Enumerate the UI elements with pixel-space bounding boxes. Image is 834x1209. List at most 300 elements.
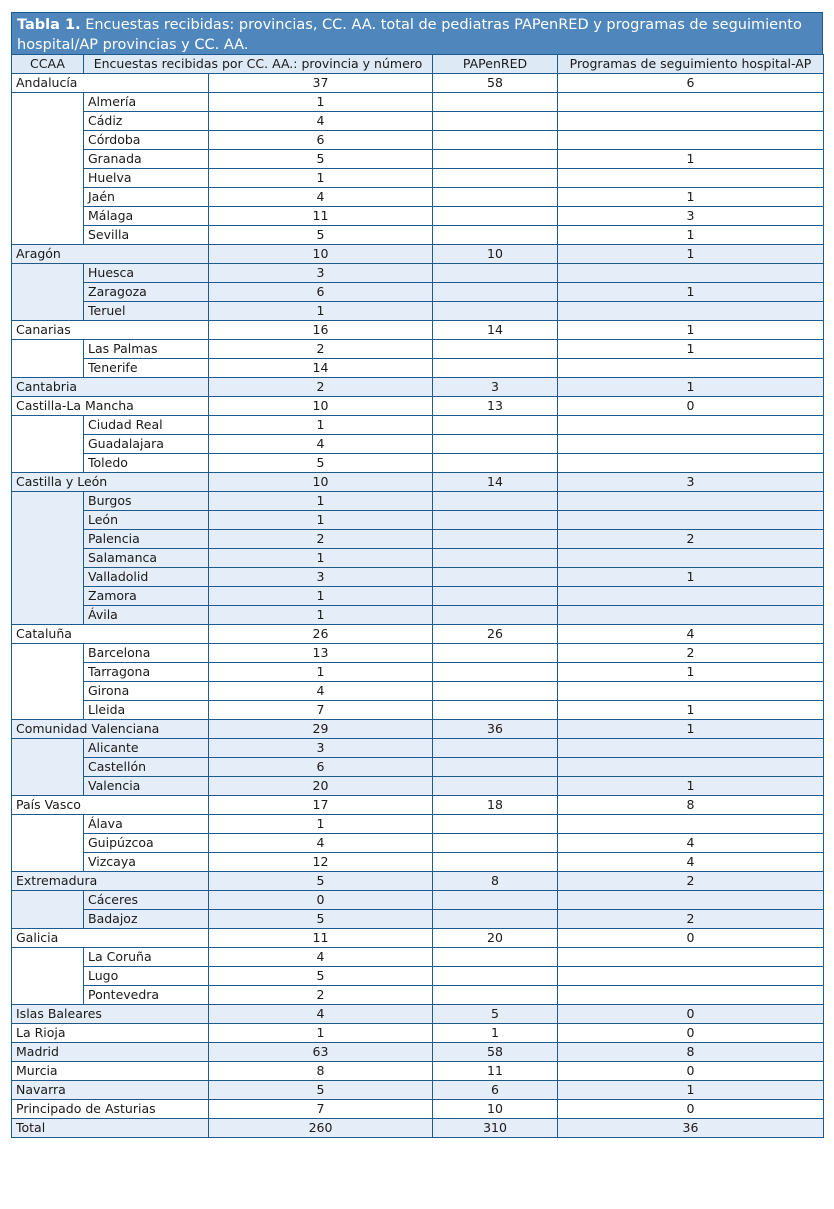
province-papenred [433, 739, 558, 758]
ccaa-programas: 1 [558, 378, 824, 397]
province-name: Cádiz [84, 112, 209, 131]
table-body [12, 74, 824, 1138]
province-papenred [433, 910, 558, 929]
province-programas [558, 302, 824, 321]
province-name: Castellón [84, 758, 209, 777]
province-programas: 1 [558, 568, 824, 587]
province-encuestas: 3 [209, 264, 433, 283]
province-programas [558, 587, 824, 606]
province-indent-spacer [12, 416, 84, 473]
ccaa-encuestas: 11 [209, 929, 433, 948]
province-name: La Coruña [84, 948, 209, 967]
ccaa-name: Extremadura [12, 872, 209, 891]
ccaa-papenred: 6 [433, 1081, 558, 1100]
province-programas: 2 [558, 530, 824, 549]
ccaa-name: Castilla y León [12, 473, 209, 492]
ccaa-programas: 0 [558, 1100, 824, 1119]
province-papenred [433, 530, 558, 549]
province-name: Granada [84, 150, 209, 169]
province-encuestas: 11 [209, 207, 433, 226]
province-encuestas: 1 [209, 492, 433, 511]
province-papenred [433, 93, 558, 112]
province-papenred [433, 967, 558, 986]
province-programas: 4 [558, 834, 824, 853]
province-encuestas: 1 [209, 93, 433, 112]
ccaa-row [12, 1081, 824, 1100]
ccaa-programas: 0 [558, 1005, 824, 1024]
province-programas: 1 [558, 663, 824, 682]
ccaa-programas: 1 [558, 1081, 824, 1100]
province-encuestas: 5 [209, 150, 433, 169]
province-programas: 1 [558, 777, 824, 796]
province-encuestas: 4 [209, 435, 433, 454]
province-row [12, 568, 824, 587]
province-name: Zamora [84, 587, 209, 606]
province-name: Lleida [84, 701, 209, 720]
province-papenred [433, 283, 558, 302]
province-encuestas: 5 [209, 967, 433, 986]
province-name: Valladolid [84, 568, 209, 587]
ccaa-encuestas: 10 [209, 397, 433, 416]
ccaa-row [12, 872, 824, 891]
province-name: Teruel [84, 302, 209, 321]
ccaa-name: Principado de Asturias [12, 1100, 209, 1119]
ccaa-encuestas: 8 [209, 1062, 433, 1081]
province-name: Salamanca [84, 549, 209, 568]
province-papenred [433, 568, 558, 587]
ccaa-papenred: 18 [433, 796, 558, 815]
province-name: Huesca [84, 264, 209, 283]
province-encuestas: 4 [209, 682, 433, 701]
ccaa-row [12, 378, 824, 397]
province-programas [558, 511, 824, 530]
province-row [12, 283, 824, 302]
province-papenred [433, 853, 558, 872]
ccaa-papenred: 20 [433, 929, 558, 948]
province-row [12, 644, 824, 663]
ccaa-programas: 8 [558, 796, 824, 815]
province-name: Huelva [84, 169, 209, 188]
province-name: Guipúzcoa [84, 834, 209, 853]
ccaa-papenred: 14 [433, 321, 558, 340]
ccaa-programas: 6 [558, 74, 824, 93]
province-row [12, 967, 824, 986]
province-papenred [433, 587, 558, 606]
province-indent-spacer [12, 644, 84, 720]
province-row [12, 169, 824, 188]
table-container [11, 12, 823, 1138]
ccaa-name: Madrid [12, 1043, 209, 1062]
province-programas [558, 967, 824, 986]
ccaa-programas: 1 [558, 720, 824, 739]
province-encuestas: 20 [209, 777, 433, 796]
ccaa-encuestas: 5 [209, 1081, 433, 1100]
province-row [12, 815, 824, 834]
province-encuestas: 1 [209, 302, 433, 321]
province-name: Vizcaya [84, 853, 209, 872]
ccaa-name: Islas Baleares [12, 1005, 209, 1024]
province-programas [558, 682, 824, 701]
province-papenred [433, 986, 558, 1005]
province-row [12, 606, 824, 625]
province-encuestas: 13 [209, 644, 433, 663]
ccaa-row [12, 397, 824, 416]
province-programas: 2 [558, 910, 824, 929]
province-indent-spacer [12, 340, 84, 378]
ccaa-programas: 0 [558, 1024, 824, 1043]
province-encuestas: 1 [209, 663, 433, 682]
province-name: Zaragoza [84, 283, 209, 302]
ccaa-papenred: 58 [433, 1043, 558, 1062]
province-papenred [433, 150, 558, 169]
province-row [12, 530, 824, 549]
ccaa-row [12, 321, 824, 340]
ccaa-programas: 0 [558, 929, 824, 948]
province-row [12, 188, 824, 207]
ccaa-programas: 1 [558, 245, 824, 264]
ccaa-programas: 4 [558, 625, 824, 644]
province-name: Barcelona [84, 644, 209, 663]
table-title [11, 12, 823, 54]
province-name: Guadalajara [84, 435, 209, 454]
province-programas [558, 435, 824, 454]
province-row [12, 492, 824, 511]
province-programas [558, 131, 824, 150]
ccaa-papenred: 13 [433, 397, 558, 416]
data-table [11, 54, 824, 1138]
province-row [12, 454, 824, 473]
province-row [12, 207, 824, 226]
province-row [12, 587, 824, 606]
province-name: Álava [84, 815, 209, 834]
ccaa-encuestas: 7 [209, 1100, 433, 1119]
ccaa-encuestas: 10 [209, 473, 433, 492]
province-encuestas: 14 [209, 359, 433, 378]
province-row [12, 112, 824, 131]
province-encuestas: 1 [209, 169, 433, 188]
ccaa-row [12, 473, 824, 492]
province-encuestas: 5 [209, 454, 433, 473]
province-encuestas: 4 [209, 834, 433, 853]
province-encuestas: 1 [209, 511, 433, 530]
province-programas [558, 891, 824, 910]
province-name: Ciudad Real [84, 416, 209, 435]
province-programas [558, 739, 824, 758]
province-encuestas: 1 [209, 416, 433, 435]
ccaa-row [12, 720, 824, 739]
header-row [12, 55, 824, 74]
ccaa-programas: 0 [558, 397, 824, 416]
ccaa-papenred: 8 [433, 872, 558, 891]
province-papenred [433, 834, 558, 853]
province-programas [558, 264, 824, 283]
ccaa-programas: 1 [558, 321, 824, 340]
ccaa-programas: 3 [558, 473, 824, 492]
province-papenred [433, 340, 558, 359]
province-row [12, 340, 824, 359]
ccaa-name: Cataluña [12, 625, 209, 644]
province-row [12, 701, 824, 720]
province-row [12, 302, 824, 321]
ccaa-name: Cantabria [12, 378, 209, 397]
province-encuestas: 1 [209, 606, 433, 625]
province-name: Cáceres [84, 891, 209, 910]
province-indent-spacer [12, 264, 84, 321]
province-name: Tenerife [84, 359, 209, 378]
province-name: Pontevedra [84, 986, 209, 1005]
province-row [12, 777, 824, 796]
province-encuestas: 6 [209, 283, 433, 302]
province-papenred [433, 207, 558, 226]
province-name: Badajoz [84, 910, 209, 929]
province-programas: 1 [558, 188, 824, 207]
province-papenred [433, 264, 558, 283]
province-programas [558, 606, 824, 625]
province-programas [558, 549, 824, 568]
ccaa-name: Andalucía [12, 74, 209, 93]
ccaa-encuestas: 16 [209, 321, 433, 340]
ccaa-row [12, 1024, 824, 1043]
ccaa-encuestas: 2 [209, 378, 433, 397]
province-indent-spacer [12, 891, 84, 929]
ccaa-programas: 36 [558, 1119, 824, 1138]
province-programas: 1 [558, 150, 824, 169]
ccaa-row [12, 1043, 824, 1062]
ccaa-papenred: 14 [433, 473, 558, 492]
ccaa-row [12, 1100, 824, 1119]
province-name: Tarragona [84, 663, 209, 682]
header-encuestas: Encuestas recibidas por CC. AA.: provincia y número [84, 55, 433, 74]
province-programas: 1 [558, 226, 824, 245]
province-name: Palencia [84, 530, 209, 549]
ccaa-papenred: 36 [433, 720, 558, 739]
province-programas: 2 [558, 644, 824, 663]
province-papenred [433, 188, 558, 207]
province-indent-spacer [12, 93, 84, 245]
province-row [12, 93, 824, 112]
province-name: Valencia [84, 777, 209, 796]
province-papenred [433, 682, 558, 701]
province-papenred [433, 416, 558, 435]
ccaa-name: País Vasco [12, 796, 209, 815]
province-encuestas: 6 [209, 131, 433, 150]
province-programas: 4 [558, 853, 824, 872]
province-papenred [433, 511, 558, 530]
province-programas [558, 359, 824, 378]
ccaa-encuestas: 10 [209, 245, 433, 264]
province-name: Girona [84, 682, 209, 701]
province-name: Jaén [84, 188, 209, 207]
province-name: Córdoba [84, 131, 209, 150]
province-row [12, 758, 824, 777]
province-indent-spacer [12, 948, 84, 1005]
ccaa-papenred: 3 [433, 378, 558, 397]
table-title-text: Encuestas recibidas: provincias, CC. AA. total de pediatras PAPenRED y programas de seguimiento hospital/AP provincias y CC. AA. [17, 17, 802, 53]
ccaa-row [12, 1062, 824, 1081]
province-encuestas: 5 [209, 226, 433, 245]
province-papenred [433, 701, 558, 720]
province-papenred [433, 606, 558, 625]
province-programas [558, 492, 824, 511]
province-row [12, 910, 824, 929]
province-encuestas: 1 [209, 815, 433, 834]
ccaa-programas: 0 [558, 1062, 824, 1081]
province-encuestas: 1 [209, 587, 433, 606]
ccaa-row [12, 1005, 824, 1024]
ccaa-name: Total [12, 1119, 209, 1138]
province-papenred [433, 948, 558, 967]
province-papenred [433, 891, 558, 910]
ccaa-encuestas: 1 [209, 1024, 433, 1043]
province-programas [558, 948, 824, 967]
province-programas: 1 [558, 701, 824, 720]
ccaa-papenred: 10 [433, 245, 558, 264]
province-encuestas: 7 [209, 701, 433, 720]
province-papenred [433, 454, 558, 473]
province-encuestas: 4 [209, 188, 433, 207]
ccaa-encuestas: 4 [209, 1005, 433, 1024]
ccaa-name: Canarias [12, 321, 209, 340]
province-papenred [433, 663, 558, 682]
province-programas [558, 416, 824, 435]
ccaa-papenred: 310 [433, 1119, 558, 1138]
province-encuestas: 3 [209, 739, 433, 758]
ccaa-papenred: 10 [433, 1100, 558, 1119]
province-name: León [84, 511, 209, 530]
province-encuestas: 4 [209, 112, 433, 131]
ccaa-papenred: 1 [433, 1024, 558, 1043]
province-papenred [433, 492, 558, 511]
province-row [12, 150, 824, 169]
ccaa-papenred: 11 [433, 1062, 558, 1081]
ccaa-encuestas: 29 [209, 720, 433, 739]
province-name: Alicante [84, 739, 209, 758]
province-programas [558, 815, 824, 834]
province-indent-spacer [12, 815, 84, 872]
ccaa-row [12, 245, 824, 264]
ccaa-row [12, 74, 824, 93]
province-row [12, 986, 824, 1005]
province-programas [558, 454, 824, 473]
ccaa-encuestas: 5 [209, 872, 433, 891]
province-papenred [433, 435, 558, 454]
province-papenred [433, 226, 558, 245]
ccaa-name: Murcia [12, 1062, 209, 1081]
ccaa-name: Navarra [12, 1081, 209, 1100]
province-name: Málaga [84, 207, 209, 226]
province-row [12, 549, 824, 568]
province-papenred [433, 777, 558, 796]
province-name: Las Palmas [84, 340, 209, 359]
ccaa-papenred: 26 [433, 625, 558, 644]
province-programas: 3 [558, 207, 824, 226]
province-name: Lugo [84, 967, 209, 986]
ccaa-encuestas: 260 [209, 1119, 433, 1138]
ccaa-name: Castilla-La Mancha [12, 397, 209, 416]
ccaa-row [12, 625, 824, 644]
ccaa-programas: 2 [558, 872, 824, 891]
ccaa-encuestas: 37 [209, 74, 433, 93]
province-encuestas: 1 [209, 549, 433, 568]
province-row [12, 435, 824, 454]
province-encuestas: 2 [209, 340, 433, 359]
province-encuestas: 6 [209, 758, 433, 777]
province-indent-spacer [12, 739, 84, 796]
province-row [12, 682, 824, 701]
province-indent-spacer [12, 492, 84, 625]
province-programas [558, 112, 824, 131]
header-papenred: PAPenRED [433, 55, 558, 74]
province-row [12, 226, 824, 245]
province-papenred [433, 359, 558, 378]
ccaa-name: Galicia [12, 929, 209, 948]
province-encuestas: 0 [209, 891, 433, 910]
province-encuestas: 12 [209, 853, 433, 872]
ccaa-name: Comunidad Valenciana [12, 720, 209, 739]
ccaa-encuestas: 63 [209, 1043, 433, 1062]
ccaa-programas: 8 [558, 1043, 824, 1062]
province-name: Ávila [84, 606, 209, 625]
ccaa-row [12, 929, 824, 948]
province-row [12, 948, 824, 967]
ccaa-encuestas: 26 [209, 625, 433, 644]
province-encuestas: 4 [209, 948, 433, 967]
province-row [12, 359, 824, 378]
province-name: Almería [84, 93, 209, 112]
province-row [12, 264, 824, 283]
ccaa-row [12, 796, 824, 815]
province-row [12, 511, 824, 530]
province-row [12, 416, 824, 435]
province-papenred [433, 644, 558, 663]
province-programas [558, 169, 824, 188]
province-programas [558, 93, 824, 112]
province-name: Sevilla [84, 226, 209, 245]
province-row [12, 891, 824, 910]
province-papenred [433, 302, 558, 321]
province-papenred [433, 131, 558, 150]
province-encuestas: 3 [209, 568, 433, 587]
province-name: Burgos [84, 492, 209, 511]
ccaa-name: Aragón [12, 245, 209, 264]
table-title-label: Tabla 1. [17, 17, 81, 33]
province-row [12, 663, 824, 682]
province-row [12, 853, 824, 872]
province-papenred [433, 169, 558, 188]
province-papenred [433, 112, 558, 131]
total-row [12, 1119, 824, 1138]
province-name: Toledo [84, 454, 209, 473]
ccaa-papenred: 58 [433, 74, 558, 93]
province-papenred [433, 549, 558, 568]
province-programas [558, 758, 824, 777]
province-encuestas: 5 [209, 910, 433, 929]
ccaa-papenred: 5 [433, 1005, 558, 1024]
header-programas: Programas de seguimiento hospital-AP [558, 55, 824, 74]
province-programas: 1 [558, 340, 824, 359]
header-ccaa: CCAA [12, 55, 84, 74]
province-row [12, 131, 824, 150]
province-papenred [433, 815, 558, 834]
province-programas: 1 [558, 283, 824, 302]
ccaa-name: La Rioja [12, 1024, 209, 1043]
province-papenred [433, 758, 558, 777]
province-row [12, 739, 824, 758]
province-programas [558, 986, 824, 1005]
province-encuestas: 2 [209, 530, 433, 549]
province-encuestas: 2 [209, 986, 433, 1005]
province-row [12, 834, 824, 853]
